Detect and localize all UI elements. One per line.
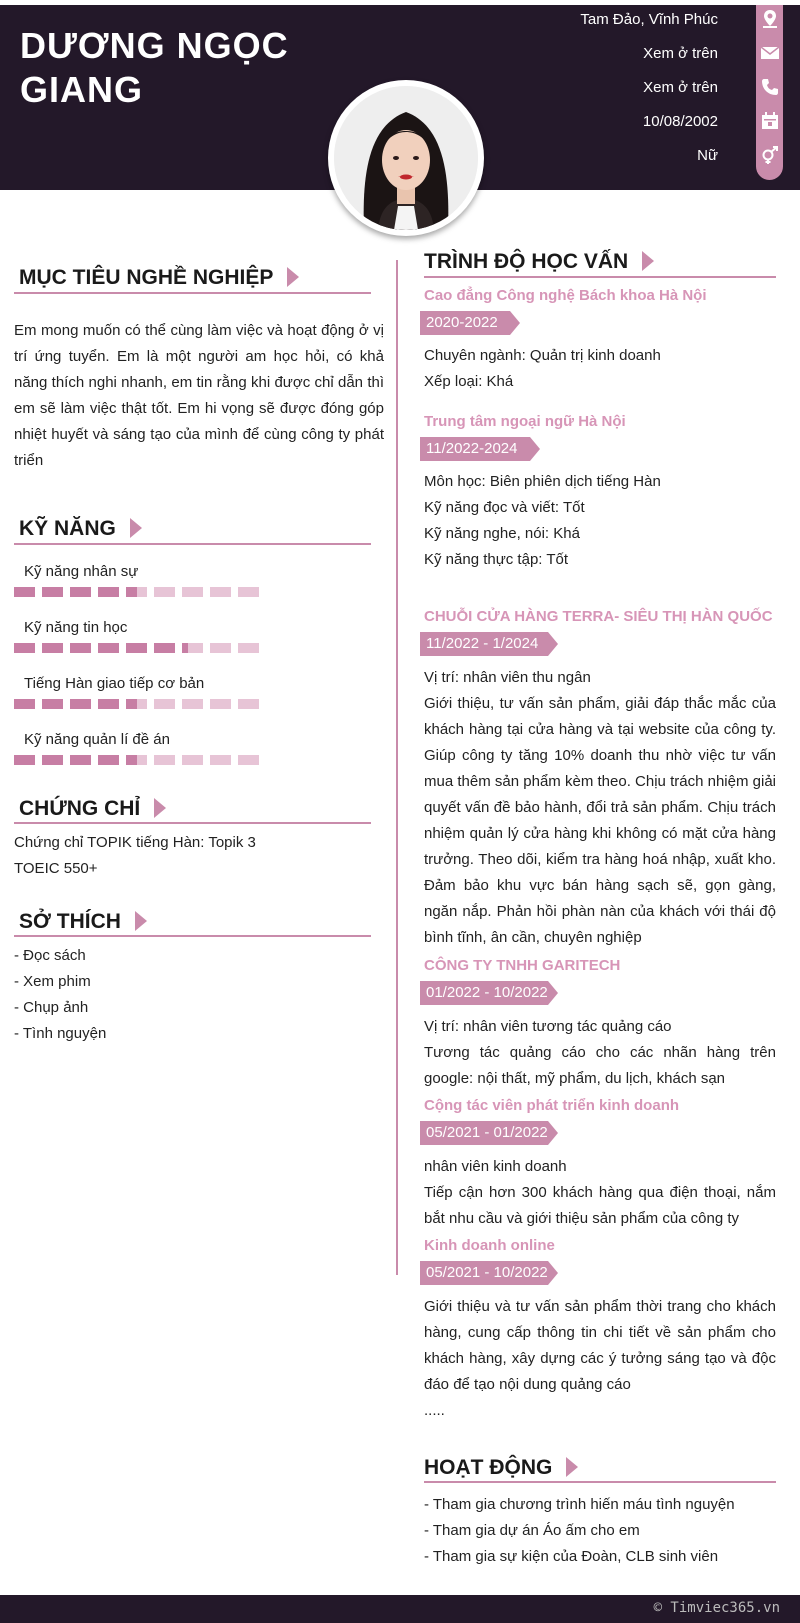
skill-segment	[182, 643, 203, 653]
footer-bar	[0, 1595, 800, 1623]
section-arrow-icon	[642, 251, 654, 271]
activities-title: HOẠT ĐỘNG	[424, 1454, 578, 1482]
contact-gender: Nữ	[697, 147, 718, 164]
skill-name: Kỹ năng tin học	[24, 619, 128, 636]
profile-photo	[334, 86, 478, 230]
skill-segment-fill	[14, 643, 35, 653]
section-arrow-icon	[287, 267, 299, 287]
section-arrow-icon	[130, 518, 142, 538]
experience-date: 05/2021 - 01/2022	[420, 1121, 548, 1145]
skills-underline	[14, 543, 371, 545]
skill-segment	[42, 643, 63, 653]
experience-org: CHUỖI CỬA HÀNG TERRA- SIÊU THỊ HÀN QUỐC	[424, 608, 773, 625]
skill-level-bar	[14, 643, 274, 653]
skill-segment	[14, 755, 35, 765]
certificates-list	[14, 830, 384, 882]
experience-desc: Tương tác quảng cáo cho các nhãn hàng trên google: nội thất, mỹ phẩm, du lịch, khách sạn	[424, 1044, 776, 1087]
email-icon	[760, 43, 780, 63]
skill-segment	[154, 587, 175, 597]
skill-segment-fill	[42, 587, 63, 597]
skill-segment	[210, 699, 231, 709]
skill-segment-fill	[42, 643, 63, 653]
section-arrow-icon	[154, 798, 166, 818]
skill-segment	[238, 643, 259, 653]
activity-item: - Tham gia sự kiện của Đoàn, CLB sinh viên	[424, 1548, 719, 1565]
activity-item: - Tham gia chương trình hiến máu tình nguyện	[424, 1496, 735, 1513]
location-pin-icon	[760, 9, 780, 29]
experience-role	[424, 665, 776, 691]
skill-segment-fill	[126, 587, 137, 597]
hobby-item: - Tình nguyện	[14, 1025, 107, 1042]
activity-item: - Tham gia dự án Áo ấm cho em	[424, 1522, 640, 1539]
experience-date: 11/2022 - 1/2024	[420, 632, 548, 656]
skill-segment	[154, 755, 175, 765]
education-details	[424, 469, 776, 573]
experience-org: Cộng tác viên phát triển kinh doanh	[424, 1097, 680, 1114]
skill-segment-fill	[126, 755, 137, 765]
hobbies-underline	[14, 935, 371, 937]
experience-desc: Giới thiệu, tư vấn sản phẩm, giải đáp thắc mắc của khách hàng tại cửa hàng và tại website của công ty. Giúp công ty tăng 10% doanh thu nhờ việc tư vấn mua thêm sản phẩm kèm theo. Chịu trách nhiệm giải quyết vấn đề bảo hành, đổi trả sản phẩm. Chịu trách nhiệm quản lý cửa hàng khi không có mặt cửa hàng trưởng. Theo dõi, kiểm tra hàng hoá nhập, xuất kho. Đảm bảo khu vực bán hàng sạch sẽ, gọn gàng, ngăn nắp. Phản hồi phàn nàn của khách với thái độ bình tĩnh, ân cần, chuyên nghiệp	[424, 695, 776, 946]
skill-segment-fill	[70, 699, 91, 709]
certificates-title: CHỨNG CHỈ	[19, 795, 166, 823]
experience-role	[424, 1014, 776, 1040]
skill-segment	[182, 699, 203, 709]
contact-phone: Xem ở trên	[643, 79, 718, 96]
skill-segment	[182, 587, 203, 597]
certificates-underline	[14, 822, 371, 824]
skill-segment-fill	[14, 755, 35, 765]
skill-name: Kỹ năng quản lí đề án	[24, 731, 170, 748]
activities-list	[424, 1492, 776, 1570]
education-date: 11/2022-2024	[420, 437, 530, 461]
detail-line: Kỹ năng nghe, nói: Khá	[424, 525, 580, 542]
role-line: Vị trí: nhân viên thu ngân	[424, 669, 591, 686]
education-title: TRÌNH ĐỘ HỌC VẤN	[424, 248, 654, 276]
certificate-item: Chứng chỉ TOPIK tiếng Hàn: Topik 3	[14, 834, 256, 851]
skill-segment-fill	[98, 755, 119, 765]
skill-segment	[210, 755, 231, 765]
role-line: Vị trí: nhân viên tương tác quảng cáo	[424, 1018, 672, 1035]
skill-segment-fill	[42, 699, 63, 709]
experience-org: Kinh doanh online	[424, 1237, 555, 1254]
activities-underline	[424, 1481, 776, 1483]
skill-segment-fill	[126, 699, 137, 709]
skills-title: KỸ NĂNG	[19, 515, 142, 543]
column-divider	[396, 260, 398, 1275]
experience-org: CÔNG TY TNHH GARITECH	[424, 957, 621, 974]
skill-segment-fill	[70, 755, 91, 765]
experience-date: 05/2021 - 10/2022	[420, 1261, 548, 1285]
skill-segment-fill	[154, 643, 175, 653]
phone-icon	[760, 77, 780, 97]
skill-segment	[126, 587, 147, 597]
skill-segment	[42, 755, 63, 765]
detail-line: Kỹ năng thực tập: Tốt	[424, 551, 569, 568]
skill-segment	[238, 699, 259, 709]
skill-segment-fill	[98, 643, 119, 653]
detail-line: Môn học: Biên phiên dịch tiếng Hàn	[424, 473, 661, 490]
contact-address: Tam Đảo, Vĩnh Phúc	[580, 11, 718, 28]
objective-text: Em mong muốn có thể cùng làm việc và hoạt động ở vị trí ứng tuyển. Em là một người am học hỏi, có khả năng thích nghi nhanh, em tin rằng khi được chỉ dẫn thì em sẽ làm việc thật tốt. Em hi vọng sẽ được đóng góp nhiệt huyết và sáng tạo của mình để cùng công ty phát triển	[14, 322, 384, 469]
skill-name: Tiếng Hàn giao tiếp cơ bản	[24, 675, 205, 692]
skill-segment	[70, 587, 91, 597]
skill-segment-fill	[126, 643, 147, 653]
skill-segment	[14, 699, 35, 709]
detail-line: Chuyên ngành: Quản trị kinh doanh	[424, 347, 661, 364]
certificate-item: TOEIC 550+	[14, 860, 98, 877]
hobby-item: - Xem phim	[14, 973, 91, 990]
education-underline	[424, 276, 776, 278]
hobby-item: - Chụp ảnh	[14, 999, 89, 1016]
hobbies-list	[14, 943, 384, 1047]
skill-segment-fill	[70, 643, 91, 653]
skill-segment	[154, 699, 175, 709]
skill-segment-fill	[42, 755, 63, 765]
skill-level-bar	[14, 587, 274, 597]
skill-segment	[98, 587, 119, 597]
contact-dob: 10/08/2002	[642, 113, 718, 130]
skill-segment	[70, 643, 91, 653]
skill-level-bar	[14, 755, 274, 765]
skill-segment	[154, 643, 175, 653]
experience-extra	[424, 1398, 776, 1424]
skill-segment	[98, 755, 119, 765]
skill-segment	[14, 643, 35, 653]
skill-segment	[238, 755, 259, 765]
skill-segment	[210, 587, 231, 597]
skill-segment	[126, 755, 147, 765]
skill-segment	[210, 643, 231, 653]
skill-name: Kỹ năng nhân sự	[24, 563, 139, 580]
skill-segment	[126, 643, 147, 653]
skill-segment-fill	[98, 587, 119, 597]
education-org: Cao đẳng Công nghệ Bách khoa Hà Nội	[424, 287, 707, 304]
skill-segment-fill	[14, 587, 35, 597]
experience-date: 01/2022 - 10/2022	[420, 981, 548, 1005]
skill-level-bar	[14, 699, 274, 709]
skill-segment-fill	[70, 587, 91, 597]
skill-segment	[98, 699, 119, 709]
experience-role	[424, 1154, 776, 1180]
calendar-icon	[760, 111, 780, 131]
candidate-name: DƯƠNG NGỌC GIANG	[20, 25, 289, 110]
skill-segment	[238, 587, 259, 597]
skill-segment	[14, 587, 35, 597]
detail-line: Xếp loại: Khá	[424, 373, 514, 390]
skill-segment	[70, 755, 91, 765]
section-arrow-icon	[566, 1457, 578, 1477]
experience-desc: Tiếp cận hơn 300 khách hàng qua điện thoại, nắm bắt nhu cầu và giới thiệu sản phẩm của công ty	[424, 1184, 776, 1227]
gender-icon	[760, 145, 780, 165]
skill-segment-fill	[98, 699, 119, 709]
education-details	[424, 343, 776, 395]
skill-segment	[70, 699, 91, 709]
section-arrow-icon	[135, 911, 147, 931]
skill-segment-fill	[182, 643, 188, 653]
role-line: nhân viên kinh doanh	[424, 1158, 567, 1175]
extra-line: .....	[424, 1402, 445, 1419]
education-org: Trung tâm ngoại ngữ Hà Nội	[424, 413, 626, 430]
objective-title: MỤC TIÊU NGHỀ NGHIỆP	[19, 264, 299, 292]
detail-line: Kỹ năng đọc và viết: Tốt	[424, 499, 585, 516]
skill-segment	[182, 755, 203, 765]
objective-underline	[14, 292, 371, 294]
skill-segment	[42, 587, 63, 597]
hobby-item: - Đọc sách	[14, 947, 86, 964]
skill-segment-fill	[14, 699, 35, 709]
footer-credit[interactable]: © Timviec365.vn	[653, 1600, 780, 1616]
skill-segment	[126, 699, 147, 709]
experience-desc: Giới thiệu và tư vấn sản phẩm thời trang cho khách hàng, cung cấp thông tin chi tiết về sản phẩm cho khách hàng, xây dựng các ý tưởng sáng tạo và độc đáo để tạo nội dung quảng cáo	[424, 1298, 776, 1393]
hobbies-title: SỞ THÍCH	[19, 908, 147, 936]
education-date: 2020-2022	[420, 311, 510, 335]
avatar	[328, 80, 484, 236]
skill-segment	[98, 643, 119, 653]
skill-segment	[42, 699, 63, 709]
contact-email: Xem ở trên	[643, 45, 718, 62]
